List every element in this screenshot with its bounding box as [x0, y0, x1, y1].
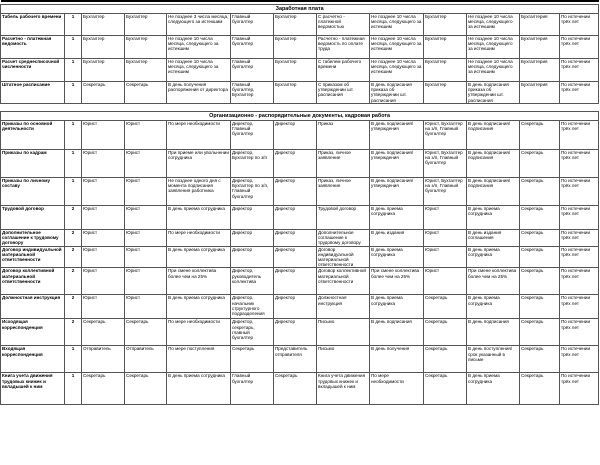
table-cell: Юрист, Бухгалтер на з/п, Главный бухгалтер: [424, 178, 467, 206]
table-cell: При смене коллектива более чем на 25%: [467, 268, 520, 295]
table-cell: Бухгалтер: [82, 36, 125, 59]
table-cell: При смене коллектива более чем на 25%: [370, 268, 424, 295]
table-cell: Приказы по личному составу: [1, 178, 65, 206]
table-cell: По истечении трёх лет: [560, 150, 599, 178]
table-row: [1, 230, 599, 247]
table-cell: 2: [65, 295, 82, 319]
section-spacer: [1, 104, 599, 112]
table-cell: Отправитель: [125, 346, 167, 373]
table-cell: По истечении трёх лет: [560, 246, 599, 268]
table-cell: Секретарь: [520, 319, 560, 346]
table-cell: Юрист: [125, 206, 167, 230]
table-row: [1, 373, 599, 405]
table-cell: При приеме или увольнении сотрудника: [167, 150, 231, 178]
table-cell: Юрист: [424, 246, 467, 268]
table-cell: По мере необходимости: [167, 319, 231, 346]
table-row: [1, 178, 599, 206]
table-cell: Бухгалтер: [424, 59, 467, 82]
table-cell: В день подписания/утверждения: [370, 178, 424, 206]
table-cell: В день подписания: [467, 319, 520, 346]
table-cell: 1: [65, 36, 82, 59]
section-header: [1, 112, 599, 121]
table-cell: Бухгалтер: [82, 14, 125, 36]
table-cell: Юрист: [82, 230, 125, 247]
table-cell: Договор коллективной материальной ответственности: [1, 268, 65, 295]
table-cell: В день приема сотрудника: [167, 295, 231, 319]
table-cell: Директор: [274, 230, 317, 247]
table-row: [1, 246, 599, 268]
table-cell: Секретарь: [274, 373, 317, 405]
table-cell: Секретарь: [82, 82, 125, 104]
table-cell: Директор: [231, 230, 274, 247]
section-title: Организационно - распорядительные документы, кадровая работа: [1, 112, 599, 121]
table-cell: По истечении трёх лет: [560, 373, 599, 405]
table-cell: Бухгалтер: [274, 36, 317, 59]
table-cell: Секретарь: [125, 319, 167, 346]
table-cell: По истечении трёх лет: [560, 178, 599, 206]
table-cell: Юрист: [82, 246, 125, 268]
table-row: [1, 59, 599, 82]
table-cell: Директор: [274, 206, 317, 230]
table-cell: 2: [65, 230, 82, 247]
table-cell: Юрист: [82, 268, 125, 295]
table-cell: Письмо: [317, 346, 370, 373]
table-cell: Секретарь: [424, 295, 467, 319]
table-cell: В день приема сотрудника: [467, 246, 520, 268]
table-cell: Директор: [231, 206, 274, 230]
table-cell: 2: [65, 206, 82, 230]
table-cell: По истечении трёх лет: [560, 346, 599, 373]
table-cell: Бухгалтер: [125, 36, 167, 59]
table-cell: Не позднее 10 числа месяца, следующего за истекшим: [370, 36, 424, 59]
table-cell: Бухгалтер: [274, 14, 317, 36]
table-cell: Секретарь: [520, 230, 560, 247]
table-cell: Секретарь: [231, 346, 274, 373]
table-cell: Расчетно - платежная ведомость: [1, 36, 65, 59]
table-cell: С табелем рабочего времени: [317, 59, 370, 82]
table-cell: В день приема сотрудника: [167, 246, 231, 268]
table-cell: Директор, секретарь, главный бухгалтер: [231, 319, 274, 346]
table-cell: В день приема сотрудника: [467, 373, 520, 405]
table-cell: Не позднее 10 числа месяца, следующего за истекшим: [467, 59, 520, 82]
table-cell: 2: [65, 268, 82, 295]
table-cell: Секретарь: [520, 346, 560, 373]
table-cell: Главный бухгалтер: [231, 59, 274, 82]
table-cell: Директор, руководитель коллектива: [231, 268, 274, 295]
table-cell: В день издания: [370, 230, 424, 247]
table-cell: Должностная инструкция: [317, 295, 370, 319]
table-cell: Директор, Главный бухгалтер: [231, 121, 274, 150]
table-cell: Расчетно - платежная ведомость по оплате труда: [317, 36, 370, 59]
table-cell: Юрист: [125, 178, 167, 206]
table-cell: Директор: [274, 268, 317, 295]
table-cell: Бухгалтер: [125, 14, 167, 36]
table-cell: Бухгалтерия: [520, 14, 560, 36]
table-cell: По мере необходимости: [370, 373, 424, 405]
table-row: [1, 150, 599, 178]
table-cell: По истечении трёх лет: [560, 121, 599, 150]
table-row: [1, 36, 599, 59]
table-cell: По истечении трёх лет: [560, 82, 599, 104]
table-cell: Трудовой договор: [1, 206, 65, 230]
table-cell: Приказ: [317, 121, 370, 150]
table-cell: 1: [65, 346, 82, 373]
table-cell: Директор: [274, 319, 317, 346]
table-cell: В день подписания/утверждения: [370, 150, 424, 178]
table-cell: Бухгалтер: [125, 59, 167, 82]
table-cell: Юрист: [125, 150, 167, 178]
table-cell: Директор, начальник структурного подразделения: [231, 295, 274, 319]
table-cell: По мере поступления: [167, 346, 231, 373]
table-cell: По истечении трёх лет: [560, 230, 599, 247]
table-cell: По мере необходимости: [167, 121, 231, 150]
table-cell: 1: [65, 150, 82, 178]
table-cell: Штатное расписание: [1, 82, 65, 104]
table-cell: Не позднее 3 числа месяца, следующего за истекшим: [167, 14, 231, 36]
table-cell: Секретарь: [82, 373, 125, 405]
table-cell: 1: [65, 82, 82, 104]
table-cell: Секретарь: [520, 295, 560, 319]
table-cell: Договор индивидуальной материальной ответственности: [1, 246, 65, 268]
table-cell: Секретарь: [520, 178, 560, 206]
table-cell: Юрист: [82, 121, 125, 150]
table-cell: Приказ, личное заявление: [317, 178, 370, 206]
table-cell: В день подписания приказа об утверждении шт. расписания: [370, 82, 424, 104]
table-cell: Приказ, личное заявление: [317, 150, 370, 178]
table-cell: Секретарь: [520, 246, 560, 268]
table-cell: Исходящая корреспонденция: [1, 319, 65, 346]
table-cell: Главный бухгалтер: [231, 14, 274, 36]
table-cell: Бухгалтер: [424, 14, 467, 36]
table-cell: Директор, Бухгалтер по з/п: [231, 150, 274, 178]
table-cell: В день получения распоряжения от директора: [167, 82, 231, 104]
section-header: [1, 5, 599, 14]
table-cell: Бухгалтер: [424, 82, 467, 104]
table-cell: Юрист: [125, 246, 167, 268]
table-cell: Представитель отправителя: [274, 346, 317, 373]
table-cell: В день приема сотрудника: [467, 295, 520, 319]
table-cell: В день подписания приказа об утверждении шт. расписания: [467, 82, 520, 104]
table-cell: Главный бухгалтер: [231, 36, 274, 59]
table-cell: В день приема сотрудника: [167, 206, 231, 230]
table-cell: Юрист: [424, 206, 467, 230]
table-cell: Юрист: [424, 268, 467, 295]
table-cell: 1: [65, 373, 82, 405]
table-cell: Бухгалтерия: [520, 82, 560, 104]
table-cell: Секретарь: [424, 373, 467, 405]
table-cell: Секретарь: [520, 121, 560, 150]
table-row: [1, 14, 599, 36]
table-cell: Расчет среднесписочной численности: [1, 59, 65, 82]
table-cell: По истечении трёх лет: [560, 319, 599, 346]
table-cell: Должностная инструкция: [1, 295, 65, 319]
table-cell: Не позднее 10 числа месяца, следующего за истекшим: [370, 59, 424, 82]
table-cell: Входящая корреспонденция: [1, 346, 65, 373]
table-cell: По истечении трёх лет: [560, 14, 599, 36]
table-cell: В день приема сотрудника: [167, 373, 231, 405]
table-cell: Директор, Бухгалтер по з/п, Главный бухгалтер: [231, 178, 274, 206]
table-cell: 1: [65, 59, 82, 82]
table-cell: С приказом об утверждении шт. расписания: [317, 82, 370, 104]
table-cell: В день издания соглашения: [467, 230, 520, 247]
table-cell: В день приема сотрудника: [467, 206, 520, 230]
table-cell: Трудовой договор: [317, 206, 370, 230]
table-cell: Секретарь: [520, 206, 560, 230]
section-title: Заработная плата: [1, 5, 599, 14]
table-cell: Не позднее 10 числа месяца, следующего за истекшим: [167, 36, 231, 59]
table-cell: В день подписания: [370, 319, 424, 346]
table-cell: Не позднее 10 числа месяца, следующего за истекшим: [167, 59, 231, 82]
table-cell: Главный бухгалтер, Бухгалтер: [231, 82, 274, 104]
table-cell: Юрист: [125, 121, 167, 150]
table-cell: Бухгалтер: [274, 82, 317, 104]
table-cell: Директор: [274, 178, 317, 206]
table-cell: Бухгалтер: [424, 36, 467, 59]
table-row: [1, 346, 599, 373]
table-cell: Книга учета движения трудовых книжек и вкладышей к ним: [317, 373, 370, 405]
table-cell: 2: [65, 246, 82, 268]
table-cell: По истечении трёх лет: [560, 59, 599, 82]
table-cell: Отправитель: [82, 346, 125, 373]
table-cell: Не позднее 10 числа месяца, следующего за истекшим: [467, 14, 520, 36]
table-cell: В день приема сотрудника: [370, 246, 424, 268]
table-row: [1, 319, 599, 346]
table-cell: Бухгалтерия: [520, 59, 560, 82]
table-cell: По истечении трёх лет: [560, 268, 599, 295]
table-cell: Не позднее одного дня с момента подписания заявления работника: [167, 178, 231, 206]
table-cell: По мере необходимости: [167, 230, 231, 247]
table-cell: Юрист: [82, 206, 125, 230]
table-cell: Книга учета движения трудовых книжек и вкладышей к ним: [1, 373, 65, 405]
table-cell: 1: [65, 178, 82, 206]
table-row: [1, 82, 599, 104]
table-cell: Секретарь: [520, 150, 560, 178]
table-cell: По истечении трёх лет: [560, 36, 599, 59]
table-cell: Директор: [274, 246, 317, 268]
table-cell: Табель рабочего времени: [1, 14, 65, 36]
table-cell: Приказы по основной деятельности: [1, 121, 65, 150]
table-cell: Главный бухгалтер: [231, 373, 274, 405]
table-cell: Секретарь: [424, 346, 467, 373]
table-cell: Не позднее 10 числа месяца, следующего за истекшим: [370, 14, 424, 36]
table-cell: Секретарь: [82, 319, 125, 346]
table-cell: Директор: [274, 295, 317, 319]
spacer-cell: [1, 104, 599, 112]
table-cell: Юрист: [125, 268, 167, 295]
table-cell: Не позднее 10 числа месяца, следующего за истекшим: [467, 36, 520, 59]
table-cell: Приказы по кадрам: [1, 150, 65, 178]
table-cell: Секретарь: [520, 373, 560, 405]
table-cell: Юрист: [424, 230, 467, 247]
table-cell: Дополнительное соглашение к трудовому договору: [1, 230, 65, 247]
table-cell: В день подписания/подписания: [467, 178, 520, 206]
table-cell: В день приема сотрудника: [370, 206, 424, 230]
table-cell: Секретарь: [520, 268, 560, 295]
table-cell: Директор: [231, 246, 274, 268]
table-cell: Бухгалтер: [82, 59, 125, 82]
table-cell: 1: [65, 14, 82, 36]
table-cell: Секретарь: [424, 319, 467, 346]
table-cell: 1: [65, 121, 82, 150]
table-cell: Юрист, Бухгалтер на з/п, Главный бухгалтер: [424, 150, 467, 178]
table-cell: Дополнительное соглашение к трудовому договору: [317, 230, 370, 247]
table-cell: Юрист, Бухгалтер на з/п, Главный бухгалтер: [424, 121, 467, 150]
table-row: [1, 295, 599, 319]
table-cell: Директор: [274, 121, 317, 150]
table-row: [1, 206, 599, 230]
table-cell: Договор коллективной материальной ответственности: [317, 268, 370, 295]
table-cell: 2: [65, 319, 82, 346]
table-cell: В день получения: [370, 346, 424, 373]
table-cell: По истечении трёх лет: [560, 295, 599, 319]
table-body: [1, 1, 599, 405]
table-cell: В день подписания/подписания: [467, 121, 520, 150]
table-cell: Юрист: [125, 295, 167, 319]
table-cell: По истечении трёх лет: [560, 206, 599, 230]
table-cell: В день поступления/ срок указанный в письме: [467, 346, 520, 373]
table-cell: Юрист: [82, 150, 125, 178]
table-cell: Бухгалтер: [274, 59, 317, 82]
table-cell: Юрист: [82, 295, 125, 319]
table-cell: Юрист: [125, 230, 167, 247]
table-cell: В день подписания/подписания: [467, 150, 520, 178]
table-cell: Секретарь: [125, 373, 167, 405]
table-cell: При смене коллектива более чем на 25%: [167, 268, 231, 295]
table-cell: Секретарь: [125, 82, 167, 104]
table-cell: Письмо: [317, 319, 370, 346]
table-cell: В день подписания/утверждения: [370, 121, 424, 150]
table-cell: В день приема сотрудника: [370, 295, 424, 319]
table-row: [1, 268, 599, 295]
table-cell: Директор: [274, 150, 317, 178]
table-cell: Юрист: [82, 178, 125, 206]
table-row: [1, 121, 599, 150]
table-cell: Бухгалтерия: [520, 36, 560, 59]
table-cell: Договор индивидуальной материальной ответственности: [317, 246, 370, 268]
table-cell: С расчетно - платежной ведомостью: [317, 14, 370, 36]
